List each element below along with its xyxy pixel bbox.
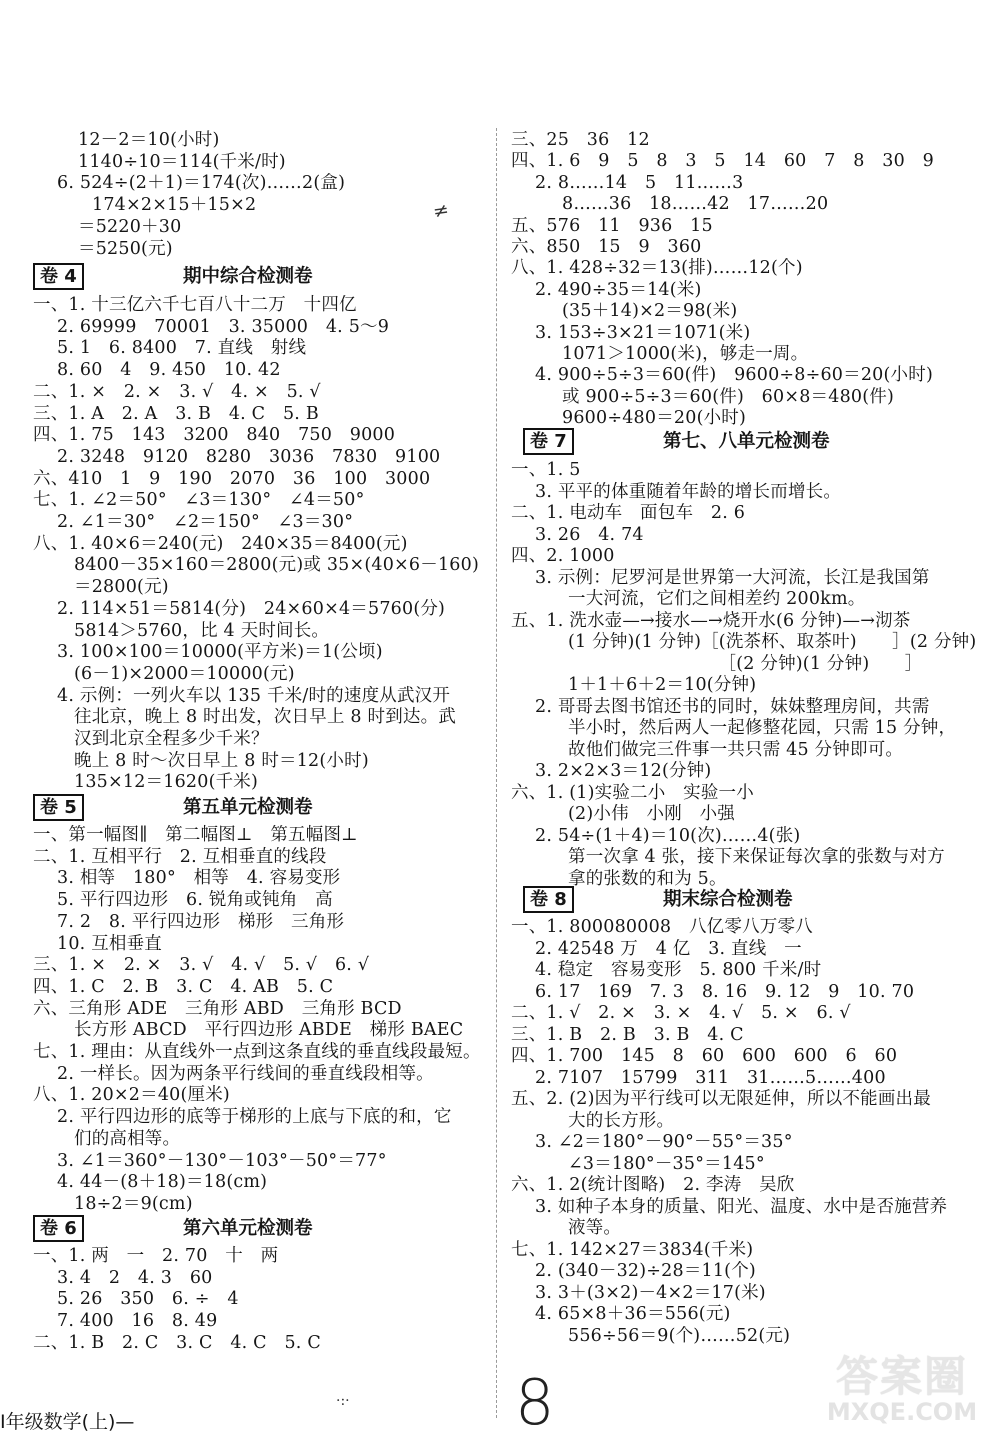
answer-line: 1140÷10＝114(千米/时) <box>78 151 286 172</box>
answer-line: 5814＞5760，比 4 天时间长。 <box>74 620 330 641</box>
answer-line: 三、25 36 12 <box>511 130 650 150</box>
answer-line: 5. 26 350 6. ÷ 4 <box>57 1289 239 1310</box>
section-header-6 <box>33 1215 493 1242</box>
answer-line: 或 900÷5÷3＝60(件) 60×8＝480(件) <box>562 386 895 407</box>
section-tag: 卷 4 <box>33 263 84 290</box>
answer-line: 三、1. B 2. B 3. B 4. C <box>511 1024 744 1045</box>
ink-dots-mark: ·:· <box>336 1393 350 1409</box>
answer-line: 二、1. B 2. C 3. C 4. C 5. C <box>33 1332 321 1353</box>
answer-line: 2. 54÷(1＋4)＝10(次)……4(张) <box>535 825 801 846</box>
answer-line: ［(2 分钟)(1 分钟) ］ <box>568 653 923 674</box>
answer-line: 3. 如种子本身的质量、阳光、温度、水中是否施营养 <box>535 1196 948 1217</box>
answer-line: 3. 4 2 4. 3 60 <box>57 1267 213 1288</box>
answer-line: 四、1. 6 9 5 8 3 5 14 60 7 8 30 9 <box>511 151 934 172</box>
answer-line: 六、1. (1)实验二小 实验一小 <box>511 782 754 803</box>
answer-line: 1071＞1000(米)，够走一周。 <box>562 344 809 364</box>
section-header-8 <box>523 886 983 913</box>
watermark-logo <box>812 1344 992 1434</box>
answer-line: 三、1. × 2. × 3. √ 4. √ 5. √ 6. √ <box>33 955 370 976</box>
answer-line: 1＋1＋6＋2＝10(分钟) <box>568 675 757 695</box>
answer-line: 4. 900÷5÷3＝60(件) 9600÷8÷60＝20(小时) <box>535 365 933 386</box>
answer-line: 9600÷480＝20(小时) <box>562 408 747 429</box>
section-title: 期中综合检测卷 <box>183 266 313 287</box>
section-tag: 卷 7 <box>523 428 574 455</box>
answer-line: 3. 100×100＝10000(平方米)＝1(公顷) <box>57 642 383 663</box>
answer-line: 八、1. 40×6＝240(元) 240×35＝8400(元) <box>33 533 408 554</box>
answer-line: 4. 稳定 容易变形 5. 800 千米/时 <box>535 960 822 980</box>
section-header-5 <box>33 794 493 821</box>
answer-line: 174×2×15＋15×2 <box>92 195 257 216</box>
watermark-text: 答案圈 <box>835 1352 968 1401</box>
answer-line: 八、1. 20×2＝40(厘米) <box>33 1085 230 1106</box>
answer-line: 3. ∠2＝180°－90°－55°＝35° <box>535 1132 793 1152</box>
answer-line: 一、1. 800080008 八亿零八万零八 <box>511 917 813 937</box>
answer-line: 2. 490÷35＝14(米) <box>535 279 702 300</box>
answer-line: ＝5220＋30 <box>78 216 182 237</box>
answer-line: 2. 3248 9120 8280 3036 7830 9100 <box>57 446 441 467</box>
answer-line: (35＋14)×2＝98(米) <box>562 301 738 322</box>
answer-line: (1 分钟)(1 分钟)［(洗茶杯、取茶叶) ］(2 分钟) <box>568 632 977 652</box>
answer-line: 四、1. C 2. B 3. C 4. AB 5. C <box>33 976 334 997</box>
answer-line: 3. 示例：尼罗河是世界第一大河流，长江是我国第 <box>535 567 930 588</box>
answer-line: 二、1. √ 2. × 3. × 4. √ 5. × 6. √ <box>511 1003 851 1023</box>
answer-line: 往北京，晚上 8 时出发，次日早上 8 时到达。武 <box>74 707 457 728</box>
answer-line: 二、1. × 2. × 3. √ 4. × 5. √ <box>33 381 321 402</box>
answer-line: 7. 400 16 8. 49 <box>57 1311 218 1332</box>
section-title: 期末综合检测卷 <box>663 889 793 910</box>
answer-line: 一、1. 5 <box>511 460 581 480</box>
answer-line: 七、1. 理由：从直线外一点到这条直线的垂直线段最短。 <box>33 1042 481 1062</box>
answer-line: 3. 3＋(3×2)－4×2＝17(米) <box>535 1282 766 1303</box>
answer-line: 556÷56＝9(个)……52(元) <box>568 1325 791 1346</box>
answer-line: 5. 1 6. 8400 7. 直线 射线 <box>57 338 307 359</box>
answer-line: 拿的张数的和为 5。 <box>568 868 727 889</box>
answer-line: 2. 哥哥去图书馆还书的同时，妹妹整理房间，共需 <box>535 696 930 717</box>
section-title: 第五单元检测卷 <box>183 797 313 818</box>
column-divider <box>496 128 497 1418</box>
answer-line: 3. 153÷3×21＝1071(米) <box>535 322 751 343</box>
answer-line: 6. 17 169 7. 3 8. 16 9. 12 9 10. 70 <box>535 981 915 1002</box>
answer-line: 六、850 15 9 360 <box>511 237 702 257</box>
answer-line: 五、1. 洗水壶—→接水—→烧开水(6 分钟)—→沏茶 <box>511 610 911 631</box>
answer-line: 8……36 18……42 17……20 <box>562 194 829 215</box>
answer-line: 18÷2＝9(cm) <box>74 1193 193 1214</box>
answer-line: 七、1. ∠2＝50° ∠3＝130° ∠4＝50° <box>33 490 365 511</box>
answer-line: 六、410 1 9 190 2070 36 100 3000 <box>33 468 431 489</box>
answer-line: 6. 524÷(2＋1)＝174(次)……2(盒) <box>57 173 346 194</box>
answer-line: 2. 69999 70001 3. 35000 4. 5～9 <box>57 316 390 337</box>
answer-line: 四、1. 700 145 8 60 600 600 6 60 <box>511 1046 898 1066</box>
answer-line: 2. 7107 15799 311 31……5……400 <box>535 1067 886 1088</box>
answer-line: 第一次拿 4 张，接下来保证每次拿的张数与对方 <box>568 847 945 867</box>
answer-line: 故他们做完三件事一共只需 45 分钟即可。 <box>568 739 904 760</box>
answer-line: 3. 平平的体重随着年龄的增长而增长。 <box>535 481 842 502</box>
answer-line: 4. 44－(8＋18)＝18(cm) <box>57 1172 268 1193</box>
answer-line: 3. 2×2×3＝12(分钟) <box>535 761 712 781</box>
answer-line: 2. (340－32)÷28＝11(个) <box>535 1261 756 1281</box>
answer-line: 3. 相等 180° 相等 4. 容易变形 <box>57 868 341 889</box>
answer-line: 晚上 8 时～次日早上 8 时＝12(小时) <box>74 750 369 771</box>
answer-line: 3. 26 4. 74 <box>535 524 644 545</box>
answer-line: 六、1. 2(统计图略) 2. 李涛 吴欣 <box>511 1175 795 1195</box>
answer-line: 135×12＝1620(千米) <box>74 772 259 793</box>
answer-line: 3. ∠1＝360°－130°－103°－50°＝77° <box>57 1150 387 1171</box>
answer-line: 2. 42548 万 4 亿 3. 直线 一 <box>535 938 802 959</box>
answer-line: (2)小伟 小刚 小强 <box>568 804 735 824</box>
answer-line: 长方形 ABCD 平行四边形 ABDE 梯形 BAEC <box>74 1020 464 1041</box>
answer-line: 10. 互相垂直 <box>57 933 162 954</box>
answer-line: 们的高相等。 <box>74 1128 181 1149</box>
answer-line: 一、1. 十三亿六千七百八十二万 十四亿 <box>33 295 357 315</box>
answer-line: ＝2800(元) <box>74 577 169 598</box>
section-header-4 <box>33 263 493 290</box>
answer-line: 一大河流，它们之间相差约 200km。 <box>568 589 866 609</box>
answer-line: 五、576 11 936 15 <box>511 215 713 236</box>
answer-line: 大的长方形。 <box>568 1110 675 1131</box>
answer-line: 4. 65×8＋36＝556(元) <box>535 1304 731 1324</box>
answer-line: 2. 一样长。因为两条平行线间的垂直线段相等。 <box>57 1063 434 1084</box>
footer-grade-label: I年级数学(上)— <box>0 1411 135 1433</box>
answer-line: 2. ∠1＝30° ∠2＝150° ∠3＝30° <box>57 512 354 532</box>
section-title: 第七、八单元检测卷 <box>663 431 830 452</box>
answer-line: 5. 平行四边形 6. 锐角或钝角 高 <box>57 890 333 911</box>
answer-line: 汉到北京全程多少千米？ <box>74 729 269 749</box>
section-title: 第六单元检测卷 <box>183 1218 313 1239</box>
answer-line: 一、1. 两 一 2. 70 十 两 <box>33 1246 279 1266</box>
watermark-url: MXQE.COM <box>826 1398 978 1426</box>
section-tag: 卷 5 <box>33 794 84 821</box>
section-tag: 卷 8 <box>523 886 574 913</box>
answer-line: ＝5250(元) <box>78 238 173 259</box>
answer-line: 四、2. 1000 <box>511 546 615 566</box>
answer-line: 2. 平行四边形的底等于梯形的上底与下底的和，它 <box>57 1107 452 1128</box>
answer-line: 12－2＝10(小时) <box>78 130 220 150</box>
answer-line: 7. 2 8. 平行四边形 梯形 三角形 <box>57 911 345 932</box>
answer-line: (6－1)×2000＝10000(元) <box>74 663 295 684</box>
answer-line: 2. 114×51＝5814(分) 24×60×4＝5760(分) <box>57 598 446 619</box>
answer-line: 三、1. A 2. A 3. B 4. C 5. B <box>33 403 319 424</box>
answer-line: 八、1. 428÷32＝13(排)……12(个) <box>511 258 803 279</box>
answer-line: 二、1. 电动车 面包车 2. 6 <box>511 503 746 523</box>
page-number: 8 <box>515 1366 555 1439</box>
answer-line: 二、1. 互相平行 2. 互相垂直的线段 <box>33 846 327 867</box>
answer-line: 8400－35×160＝2800(元)或 35×(40×6－160) <box>74 555 479 576</box>
answer-line: 半小时，然后两人一起修整花园，只需 15 分钟， <box>568 718 957 738</box>
answer-line: 四、1. 75 143 3200 840 750 9000 <box>33 425 396 446</box>
answer-line: 六、三角形 ADE 三角形 ABD 三角形 BCD <box>33 998 402 1019</box>
answer-line: 一、第一幅图∥ 第二幅图⊥ 第五幅图⊥ <box>33 825 358 845</box>
pen-scribble-mark: ≠ <box>431 198 451 224</box>
answer-line: 8. 60 4 9. 450 10. 42 <box>57 360 281 381</box>
answer-line: 2. 8……14 5 11……3 <box>535 172 744 193</box>
answer-line: 4. 示例：一列火车以 135 千米/时的速度从武汉开 <box>57 685 451 706</box>
answer-line: 七、1. 142×27＝3834(千米) <box>511 1239 754 1260</box>
answer-line: 液等。 <box>568 1218 622 1238</box>
section-tag: 卷 6 <box>33 1215 84 1242</box>
section-header-7 <box>523 428 983 455</box>
answer-line: 五、2. (2)因为平行线可以无限延伸，所以不能画出最 <box>511 1089 931 1109</box>
answer-line: ∠3＝180°－35°＝145° <box>568 1153 765 1174</box>
